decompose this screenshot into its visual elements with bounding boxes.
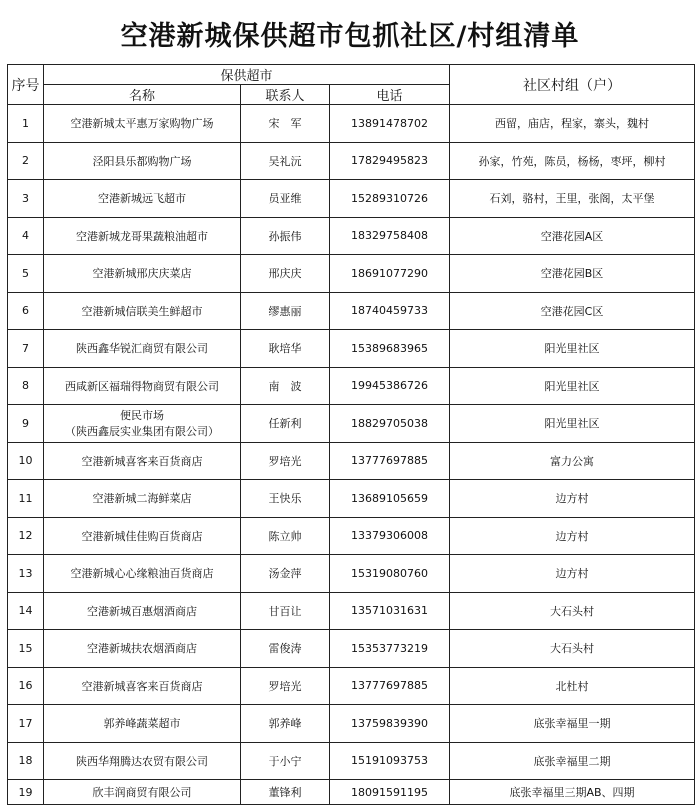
cell-phone: 17829495823 [330,142,450,180]
cell-name: 陕西华翔腾达农贸有限公司 [44,742,241,780]
cell-community: 阳光里社区 [450,405,695,443]
cell-community: 西留，庙店，程家，寨头，魏村 [450,105,695,143]
table-row [8,255,695,293]
cell-contact: 宋 军 [241,105,330,143]
cell-contact: 甘百让 [241,592,330,630]
table-row [8,442,695,480]
header-name: 名称 [44,85,241,105]
header-community: 社区村组（户） [450,65,695,105]
cell-name: 郭养峰蔬菜超市 [44,705,241,743]
cell-phone: 18091591195 [330,780,450,805]
cell-serial: 5 [8,255,44,293]
cell-community: 底张幸福里一期 [450,705,695,743]
cell-contact: 董锋利 [241,780,330,805]
cell-contact: 南 波 [241,367,330,405]
cell-name [44,405,241,443]
table-row [8,405,695,443]
cell-name: 西咸新区福瑞得物商贸有限公司 [44,367,241,405]
cell-contact: 汤金萍 [241,555,330,593]
cell-phone: 18829705038 [330,405,450,443]
cell-name: 空港新城太平惠万家购物广场 [44,105,241,143]
cell-phone: 18740459733 [330,292,450,330]
cell-community: 阳光里社区 [450,330,695,368]
header-phone: 电话 [330,85,450,105]
cell-name: 空港新城喜客来百货商店 [44,442,241,480]
cell-phone: 15319080760 [330,555,450,593]
cell-serial: 11 [8,480,44,518]
cell-serial: 17 [8,705,44,743]
cell-serial: 16 [8,667,44,705]
cell-serial: 8 [8,367,44,405]
cell-serial: 6 [8,292,44,330]
cell-community: 富力公寓 [450,442,695,480]
cell-phone: 15289310726 [330,180,450,218]
cell-community: 底张幸福里三期AB、四期 [450,780,695,805]
cell-name: 欣丰润商贸有限公司 [44,780,241,805]
table-row [8,667,695,705]
cell-name: 空港新城二海鲜菜店 [44,480,241,518]
cell-serial: 4 [8,217,44,255]
cell-name: 空港新城心心缘粮油百货商店 [44,555,241,593]
table-row [8,105,695,143]
cell-serial: 7 [8,330,44,368]
table-row [8,630,695,668]
cell-community: 大石头村 [450,630,695,668]
cell-name-line1: 便民市场 [120,409,164,423]
cell-community: 空港花园A区 [450,217,695,255]
header-contact: 联系人 [241,85,330,105]
cell-serial: 18 [8,742,44,780]
cell-phone: 15353773219 [330,630,450,668]
cell-phone: 18329758408 [330,217,450,255]
cell-contact: 耿培华 [241,330,330,368]
table-row [8,705,695,743]
cell-contact: 孙振伟 [241,217,330,255]
cell-phone: 18691077290 [330,255,450,293]
cell-name: 空港新城喜客来百货商店 [44,667,241,705]
cell-contact: 缪惠丽 [241,292,330,330]
cell-serial: 3 [8,180,44,218]
cell-phone: 13689105659 [330,480,450,518]
cell-serial: 15 [8,630,44,668]
cell-contact: 于小宁 [241,742,330,780]
cell-community: 边方村 [450,517,695,555]
cell-name: 空港新城远飞超市 [44,180,241,218]
table-row [8,480,695,518]
cell-community: 边方村 [450,480,695,518]
cell-community: 北杜村 [450,667,695,705]
cell-serial: 14 [8,592,44,630]
table-row [8,742,695,780]
cell-community: 空港花园B区 [450,255,695,293]
cell-community: 边方村 [450,555,695,593]
cell-phone: 19945386726 [330,367,450,405]
header-serial: 序号 [8,65,44,105]
cell-name: 陕西鑫华锐汇商贸有限公司 [44,330,241,368]
cell-serial: 13 [8,555,44,593]
header-supermarket-group: 保供超市 [44,65,450,85]
cell-phone: 13379306008 [330,517,450,555]
cell-name: 空港新城佳佳购百货商店 [44,517,241,555]
cell-community: 大石头村 [450,592,695,630]
cell-name-line2: （陕西鑫辰实业集团有限公司） [65,425,219,439]
cell-community: 底张幸福里二期 [450,742,695,780]
cell-contact: 罗培光 [241,667,330,705]
cell-contact: 罗培光 [241,442,330,480]
page-title: 空港新城保供超市包抓社区/村组清单 [120,21,580,52]
cell-name: 空港新城龙哥果蔬粮油超市 [44,217,241,255]
table-row [8,180,695,218]
cell-phone: 13759839390 [330,705,450,743]
cell-name: 泾阳县乐都购物广场 [44,142,241,180]
cell-serial: 19 [8,780,44,805]
cell-name: 空港新城扶农烟酒商店 [44,630,241,668]
cell-phone: 13777697885 [330,442,450,480]
cell-contact: 任新利 [241,405,330,443]
table-row [8,555,695,593]
cell-contact: 郭养峰 [241,705,330,743]
cell-name: 空港新城信联美生鲜超市 [44,292,241,330]
cell-contact: 陈立帅 [241,517,330,555]
cell-community: 孙家，竹苑，陈员，杨杨，枣坪，柳村 [450,142,695,180]
table-row [8,592,695,630]
cell-serial: 12 [8,517,44,555]
table-row [8,367,695,405]
cell-serial: 2 [8,142,44,180]
cell-phone: 15191093753 [330,742,450,780]
cell-phone: 15389683965 [330,330,450,368]
cell-serial: 10 [8,442,44,480]
supermarket-table [7,64,695,805]
cell-community: 石刘，骆村，王里，张阁，太平堡 [450,180,695,218]
table-row [8,780,695,805]
table-row [8,330,695,368]
cell-phone: 13891478702 [330,105,450,143]
table-row [8,217,695,255]
cell-phone: 13777697885 [330,667,450,705]
cell-contact: 吴礼沅 [241,142,330,180]
table-row [8,292,695,330]
cell-contact: 雷俊涛 [241,630,330,668]
table-row [8,517,695,555]
cell-name: 空港新城邢庆庆菜店 [44,255,241,293]
cell-contact: 邢庆庆 [241,255,330,293]
cell-contact: 王快乐 [241,480,330,518]
cell-name: 空港新城百惠烟酒商店 [44,592,241,630]
cell-serial: 1 [8,105,44,143]
cell-phone: 13571031631 [330,592,450,630]
cell-contact: 员亚维 [241,180,330,218]
cell-community: 空港花园C区 [450,292,695,330]
table-row [8,142,695,180]
cell-community: 阳光里社区 [450,367,695,405]
cell-serial: 9 [8,405,44,443]
